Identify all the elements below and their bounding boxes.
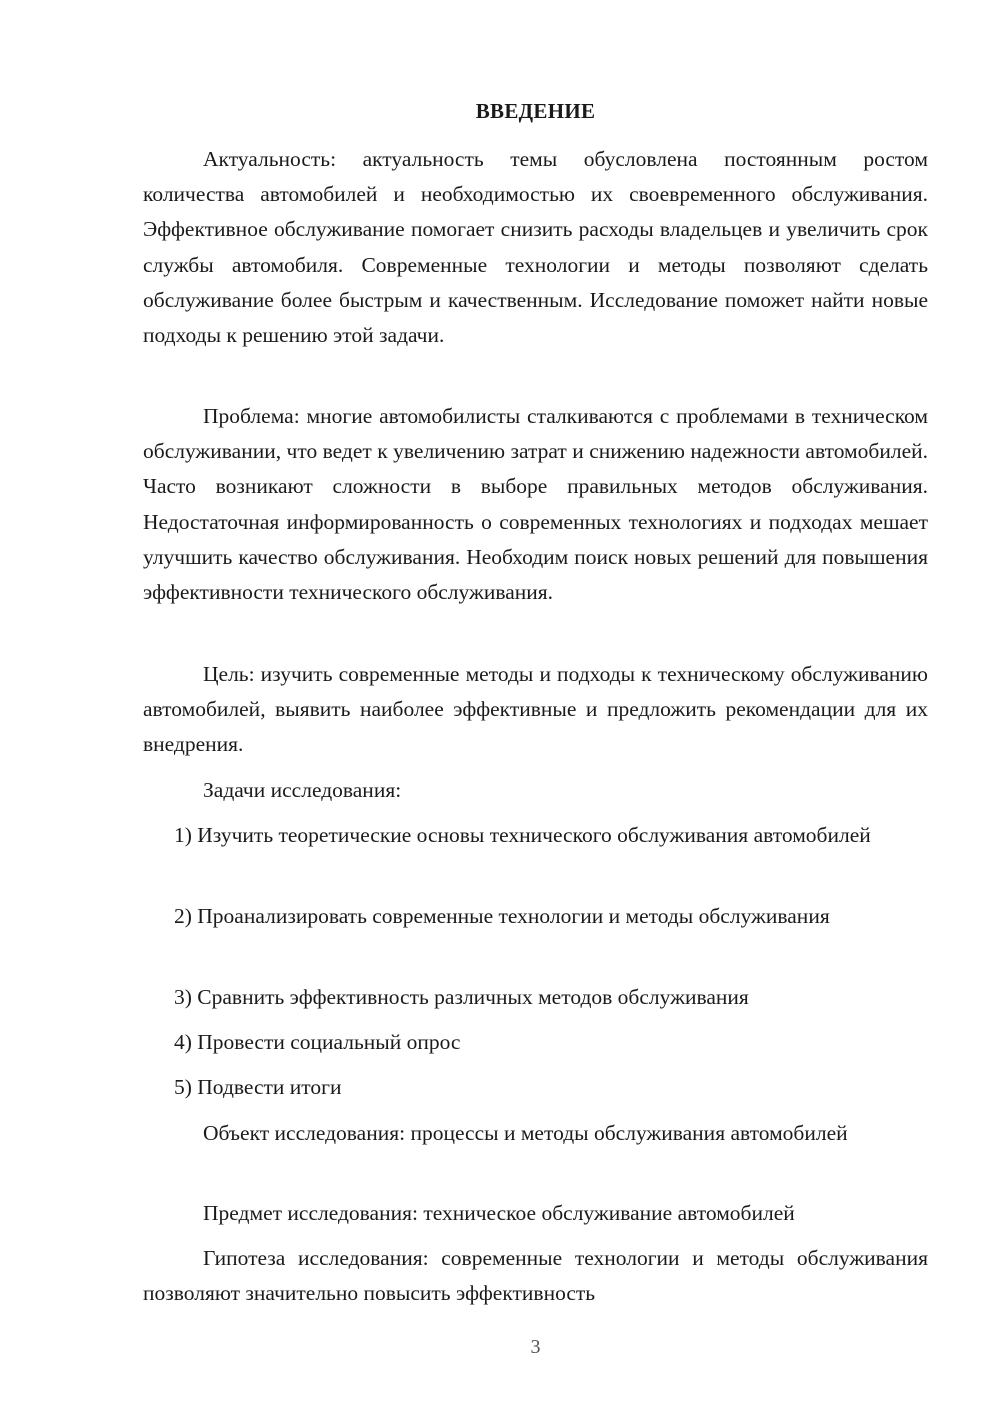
tasks-heading: Задачи исследования: [203, 778, 402, 802]
subject-paragraph: Предмет исследования: техническое обслуживание автомобилей [203, 1201, 795, 1225]
hypothesis-paragraph: Гипотеза исследования: современные технологии и методы обслуживания позволяют значительно повысить эффективность [143, 1246, 928, 1306]
task-item-3: 3) Сравнить эффективность различных методов обслуживания [174, 985, 749, 1009]
goal-paragraph: Цель: изучить современные методы и подходы к техническому обслуживанию автомобилей, выявить наиболее эффективные и предложить рекомендации для их внедрения. [143, 662, 928, 757]
section-heading: ВВЕДЕНИЕ [475, 99, 596, 123]
task-item-2: 2) Проанализировать современные технологии и методы обслуживания [174, 904, 830, 928]
task-item-4: 4) Провести социальный опрос [174, 1030, 461, 1054]
task-item-5: 5) Подвести итоги [174, 1075, 342, 1099]
task-item-1: 1) Изучить теоретические основы технического обслуживания автомобилей [174, 823, 871, 847]
page-number: 3 [530, 1336, 541, 1358]
relevance-paragraph: Актуальность: актуальность темы обусловлена постоянным ростом количества автомобилей и необходимостью их своевременного обслуживания. Эффективное обслуживание помогает снизить расходы владельцев и увеличить срок службы автомобиля. Современные технологии и методы позволяют сделать обслуживание более быстрым и качественным. Исследование поможет найти новые подходы к решению этой задачи. [143, 147, 928, 348]
object-paragraph: Объект исследования: процессы и методы обслуживания автомобилей [203, 1121, 848, 1145]
problem-paragraph: Проблема: многие автомобилисты сталкиваются с проблемами в техническом обслуживании, что ведет к увеличению затрат и снижению надежности автомобилей. Часто возникают сложности в выборе правильных методов обслуживания. Недостаточная информированность о современных технологиях и подходах мешает улучшить качество обслуживания. Необходим поиск новых решений для повышения эффективности технического обслуживания. [143, 404, 928, 605]
